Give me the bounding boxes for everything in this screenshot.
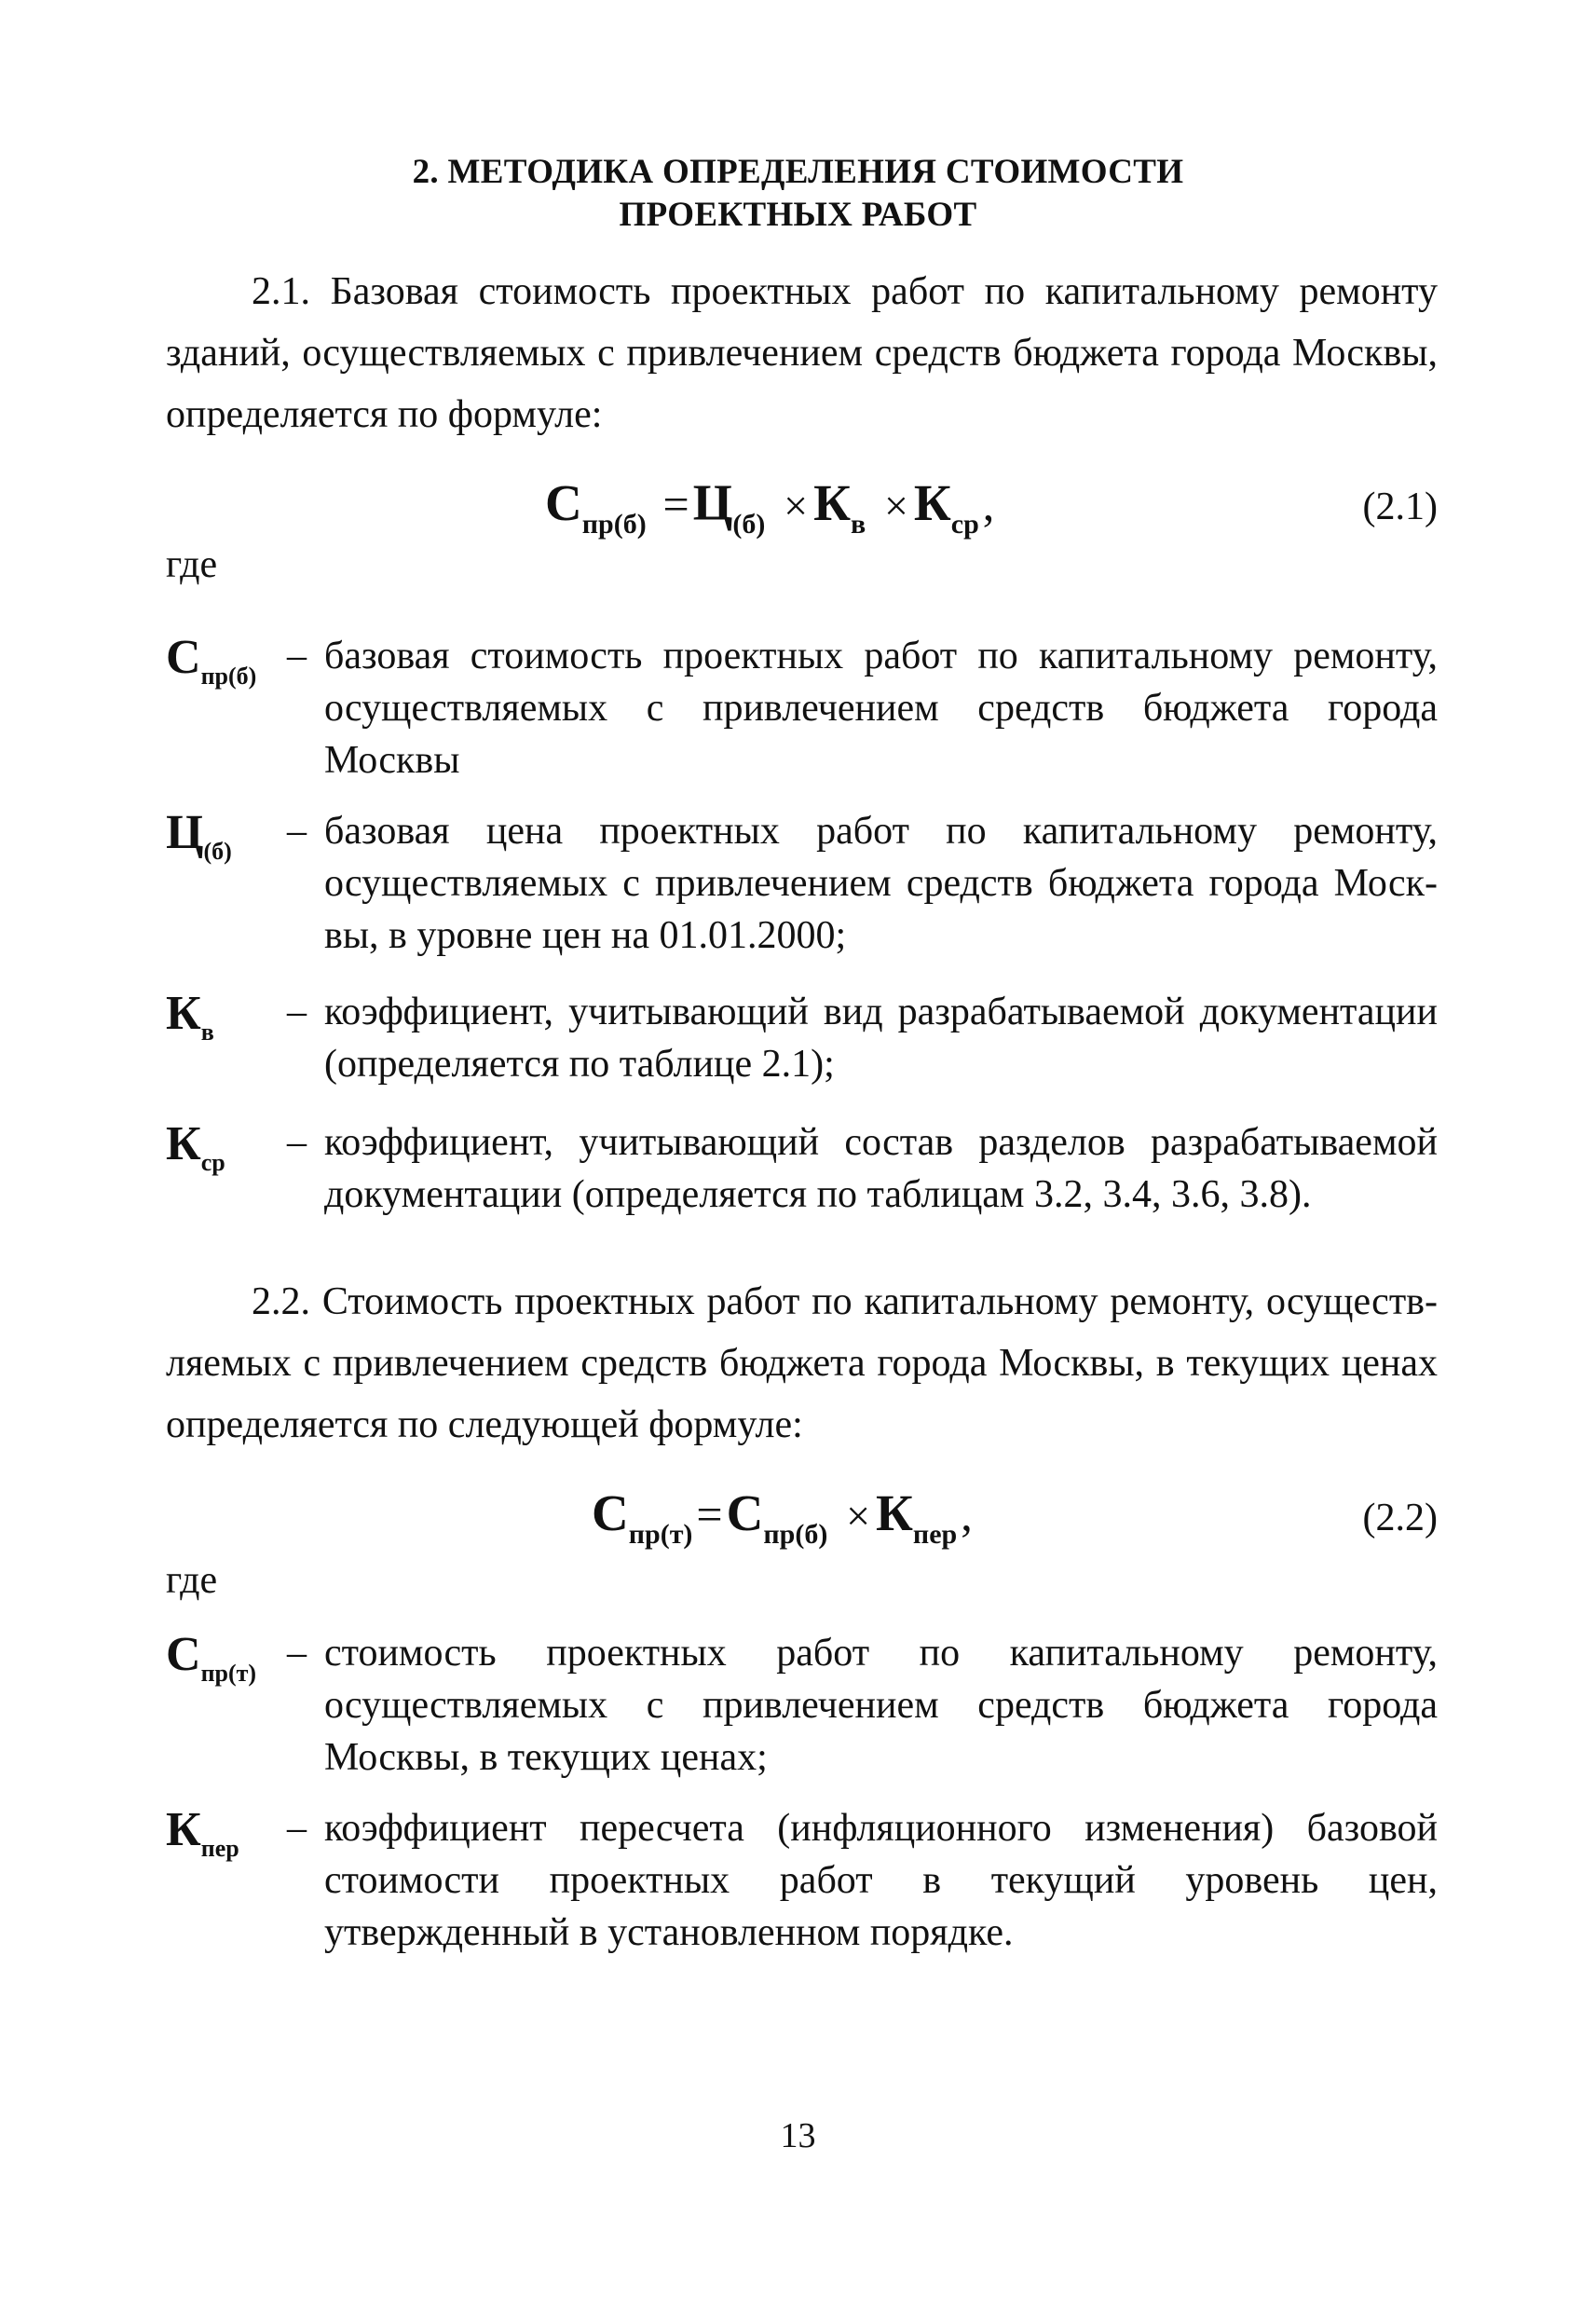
formula-symbol: К <box>876 1484 913 1541</box>
formula-equals: = <box>662 478 689 530</box>
equation-number: (2.1) <box>1362 485 1438 528</box>
formula-trailing-comma: , <box>982 478 995 530</box>
formula-times: × <box>784 482 809 529</box>
formula-symbol: С <box>545 474 582 531</box>
formula-symbol: К <box>913 474 951 531</box>
where-label: где <box>166 543 218 586</box>
definition-symbol: $С_{пр(т)}$ <box>166 1628 257 1687</box>
definition-symbol: $Ц_{(б)}$ <box>166 806 232 865</box>
formula-symbol: С <box>592 1484 629 1541</box>
definition-item <box>166 986 1438 1092</box>
where-label: где <box>166 1559 218 1602</box>
formula-subscript: пр(б) <box>581 509 647 540</box>
definition-text: коэффициент пересчета (инфляционного изменения) базовой стоимости проектных работ в текущий уровень цен, утвержденный в установленном порядке. <box>324 1807 1438 1954</box>
definition-item <box>166 805 1438 964</box>
section-heading-line-1: 2. МЕТОДИКА ОПРЕДЕЛЕНИЯ СТОИМОСТИ <box>412 153 1184 191</box>
definition-text: коэффициент, учитывающий вид разрабатываемой документации (определяется по таблице 2.1); <box>324 991 1438 1086</box>
definition-text: стоимость проектных работ по капитальному ремонту, осуществляемых с привлечением средств бюджета города Москвы, в текущих ценах; <box>324 1632 1438 1779</box>
definition-item <box>166 1802 1438 1961</box>
paragraph-line: 2.2. Стоимость проектных работ по капитальному ремонту, осуществ- <box>252 1280 1438 1323</box>
formula-subscript: пр(т) <box>628 1519 693 1550</box>
definition-item <box>166 1627 1438 1785</box>
formula-subscript: ср <box>950 509 979 540</box>
definition-text: базовая стоимость проектных работ по капитальному ремонту, осуществляемых с привлечением средств бюджета города Москвы <box>324 635 1438 782</box>
definition-symbol: $К_{пер}$ <box>166 1803 239 1862</box>
definition-text: базовая цена проектных работ по капитальному ремонту, осуществляемых с привлечением средств бюджета города Моск- вы, в уровне цен на 01.01.2000; <box>324 810 1438 957</box>
formula-2-1 <box>545 473 998 540</box>
formula-subscript: в <box>851 509 866 540</box>
paragraph-line: определяется по формуле: <box>166 393 603 436</box>
formula-symbol: Ц <box>692 474 733 531</box>
definition-text: коэффициент, учитывающий состав разделов разрабатываемой документации (определяется по таблицам 3.2, 3.4, 3.6, 3.8). <box>324 1121 1438 1216</box>
definition-symbol: $С_{пр(б)}$ <box>166 631 257 690</box>
definition-dash: – <box>287 991 307 1033</box>
formula-symbol: С <box>726 1484 764 1541</box>
paragraph-line: ляемых с привлечением средств бюджета города Москвы, в текущих ценах <box>166 1342 1438 1385</box>
definition-dash: – <box>287 1121 307 1164</box>
formula-trailing-comma: , <box>961 1488 973 1540</box>
formula-times: × <box>846 1492 871 1539</box>
definition-item <box>166 630 1438 788</box>
equation-number: (2.2) <box>1362 1497 1438 1539</box>
definition-symbol: $К_в$ <box>166 987 214 1046</box>
paragraph-2-2 <box>166 1271 1438 1456</box>
formula-2-2 <box>592 1484 976 1550</box>
definition-dash: – <box>287 810 307 853</box>
section-heading-line-2: ПРОЕКТНЫХ РАБОТ <box>619 196 977 234</box>
paragraph-line: определяется по следующей формуле: <box>166 1403 803 1446</box>
definition-symbol: $К_{ср}$ <box>166 1117 225 1176</box>
definition-dash: – <box>287 1632 307 1675</box>
paragraph-line: 2.1. Базовая стоимость проектных работ по капитальному ремонту <box>252 270 1438 313</box>
formula-times: × <box>883 482 908 529</box>
formula-subscript: пр(б) <box>763 1519 828 1550</box>
paragraph-line: зданий, осуществляемых с привлечением средств бюджета города Москвы, <box>166 332 1438 375</box>
page-number: 13 <box>780 2116 816 2155</box>
definition-dash: – <box>287 1807 307 1850</box>
definition-item <box>166 1116 1438 1223</box>
formula-equals: = <box>696 1488 723 1540</box>
paragraph-2-1 <box>166 261 1438 445</box>
formula-subscript: (б) <box>732 509 766 540</box>
formula-subscript: пер <box>912 1519 958 1550</box>
formula-symbol: К <box>813 474 851 531</box>
definition-dash: – <box>287 635 307 677</box>
